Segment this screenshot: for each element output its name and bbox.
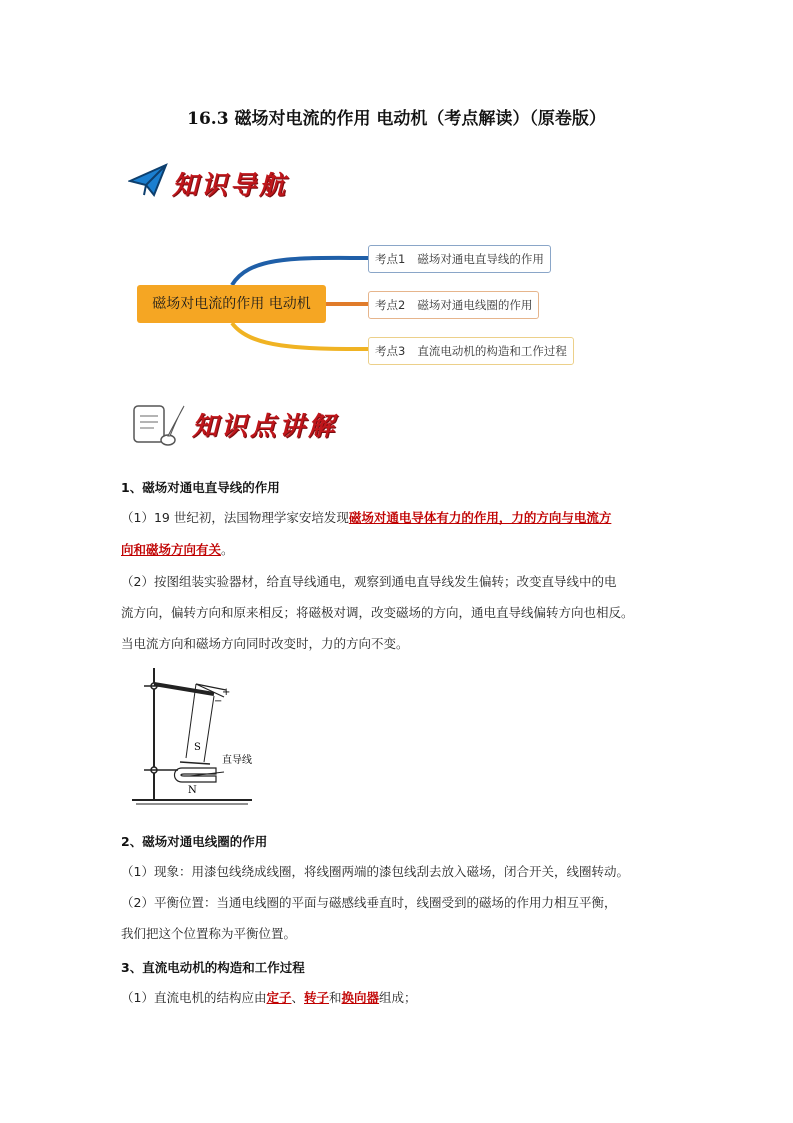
- section-1-heading: 1、磁场对通电直导线的作用: [121, 480, 280, 495]
- page-title: 16.3 磁场对电流的作用 电动机（考点解读）（原卷版）: [187, 109, 606, 129]
- highlight-text: 磁场对通电导体有力的作用，力的方向与电流方: [348, 510, 612, 525]
- mindmap-point-1: [368, 245, 551, 273]
- section-1-paragraph-2-line-2: 流方向，偏转方向和原来相反；将磁极对调，改变磁场的方向，通电直导线偏转方向也相反。: [121, 605, 634, 620]
- section-1-paragraph-2-line-1: （2）按图组装实验器材，给直导线通电，观察到通电直导线发生偏转；改变直导线中的电: [121, 574, 617, 589]
- text: 、: [291, 990, 304, 1005]
- experiment-figure: [130, 664, 280, 810]
- highlight-stator: 定子: [266, 990, 292, 1005]
- point-number: 考点1: [375, 252, 406, 266]
- section-3-heading: 3、直流电动机的构造和工作过程: [121, 960, 305, 975]
- mindmap-point-2: [368, 291, 539, 319]
- highlight-rotor: 转子: [304, 990, 330, 1005]
- section-2-paragraph-2-line-2: 我们把这个位置称为平衡位置。: [121, 926, 297, 941]
- text: 组成；: [379, 990, 417, 1005]
- text: （1）19 世纪初，法国物理学家安培发现: [121, 510, 349, 525]
- s-pole-label: S: [194, 742, 201, 753]
- section-3-paragraph-1: [121, 989, 681, 1007]
- section-2-paragraph-1: （1）现象：用漆包线绕成线圈，将线圈两端的漆包线刮去放入磁场，闭合开关，线圈转动。: [121, 864, 629, 879]
- mindmap-center-node: 磁场对电流的作用 电动机: [137, 285, 326, 323]
- scroll-quill-icon: [128, 400, 186, 450]
- wire-label: 直导线: [222, 755, 252, 766]
- highlight-commutator: 换向器: [341, 990, 380, 1005]
- point-label: 磁场对通电线圈的作用: [417, 298, 533, 312]
- banner-knowledge-nav: 知识导航: [172, 171, 289, 201]
- section-1-paragraph-1: [121, 509, 681, 527]
- text: （1）直流电机的结构应由: [121, 990, 267, 1005]
- plus-label: +: [222, 687, 231, 698]
- highlight-text: 向和磁场方向有关: [121, 542, 222, 557]
- section-1-paragraph-1-cont: [121, 541, 681, 559]
- minus-label: −: [214, 696, 223, 707]
- section-1-paragraph-2-line-3: 当电流方向和磁场方向同时改变时，力的方向不变。: [121, 636, 409, 651]
- point-label: 直流电动机的构造和工作过程: [417, 344, 567, 358]
- text: 和: [329, 990, 342, 1005]
- section-2-heading: 2、磁场对通电线圈的作用: [121, 834, 268, 849]
- n-pole-label: N: [188, 785, 197, 796]
- point-label: 磁场对通电直导线的作用: [417, 252, 544, 266]
- point-number: 考点3: [375, 344, 406, 358]
- text: 。: [221, 542, 234, 557]
- section-2-paragraph-2-line-1: （2）平衡位置：当通电线圈的平面与磁感线垂直时，线圈受到的磁场的作用力相互平衡，: [121, 895, 617, 910]
- mindmap-point-3: [368, 337, 574, 365]
- point-number: 考点2: [375, 298, 406, 312]
- banner-knowledge-points: 知识点讲解: [192, 412, 338, 442]
